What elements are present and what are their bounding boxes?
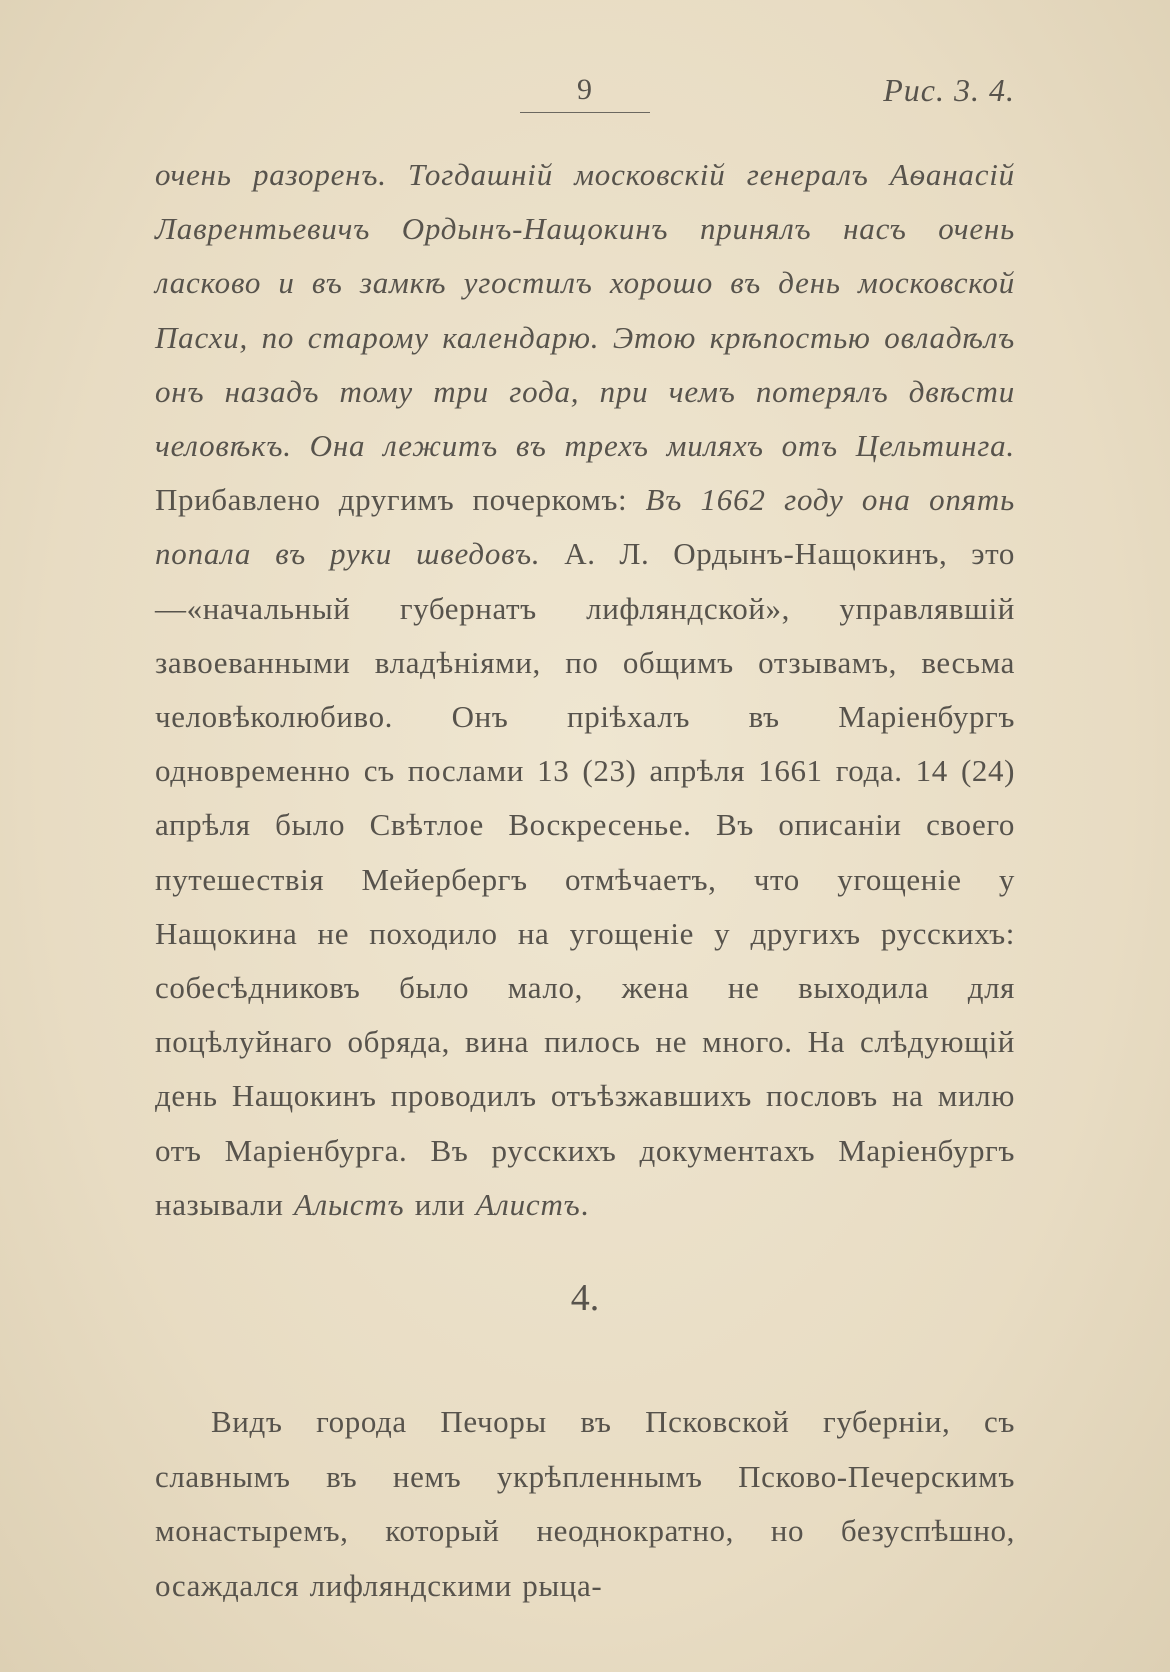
text-run: Алыстъ — [293, 1186, 405, 1222]
page-number: 9 — [577, 73, 593, 106]
paragraph-1 — [155, 148, 1015, 1232]
text-run: Видъ города Печоры въ Псковской губерніи, съ славнымъ въ немъ укрѣпленнымъ Псково-Печерскимъ монастыремъ, который неоднократно, но безуспѣшно, осаждался лифляндскими рыца- — [155, 1404, 1015, 1603]
page-header — [155, 70, 1015, 120]
section-number: 4. — [570, 1277, 600, 1319]
text-run: Въ 1662 году она опять попала въ руки шведовъ. — [155, 482, 1015, 572]
text-run: А. Л. Ордынъ-Нащокинъ, это—«начальный губернатъ лифляндской», управлявшій завоеванными владѣніями, по общимъ отзывамъ, весьма человѣколюбиво. Онъ пріѣхалъ въ Маріенбургъ одновременно съ послами 13 (23) апрѣля 1661 года. 14 (24) апрѣля было Свѣтлое Воскресенье. Въ описаніи своего путешествія Мейербергъ отмѣчаетъ, что угощеніе у Нащокина не походило на угощеніе у другихъ русскихъ: собесѣдниковъ было мало, жена не выходила для поцѣлуйнаго обряда, вина пилось не много. На слѣдующій день Нащокинъ проводилъ отъѣзжавшихъ пословъ на милю отъ Маріенбурга. Въ русскихъ документахъ Маріенбургъ называли — [155, 536, 1015, 1222]
figure-reference: Рис. 3. 4. — [883, 72, 1015, 108]
text-run: очень разоренъ. Тогдашній московскій генералъ Аѳанасій Лаврентьевичъ Ордынъ-Нащокинъ принялъ насъ очень ласково и въ замкѣ угостилъ хорошо въ день московской Пасхи, по старому календарю. Этою крѣпостью овладѣлъ онъ назадъ тому три года, при чемъ потерялъ двѣсти человѣкъ. Она лежитъ въ трехъ миляхъ отъ Цельтинга. — [155, 157, 1015, 464]
text-run: . — [580, 1186, 589, 1222]
header-rule — [520, 112, 650, 113]
text-run: Прибавлено другимъ почеркомъ: — [155, 482, 646, 518]
text-run: или — [404, 1186, 476, 1222]
paragraph-2 — [155, 1395, 1015, 1613]
text-run: Алистъ — [475, 1186, 581, 1222]
